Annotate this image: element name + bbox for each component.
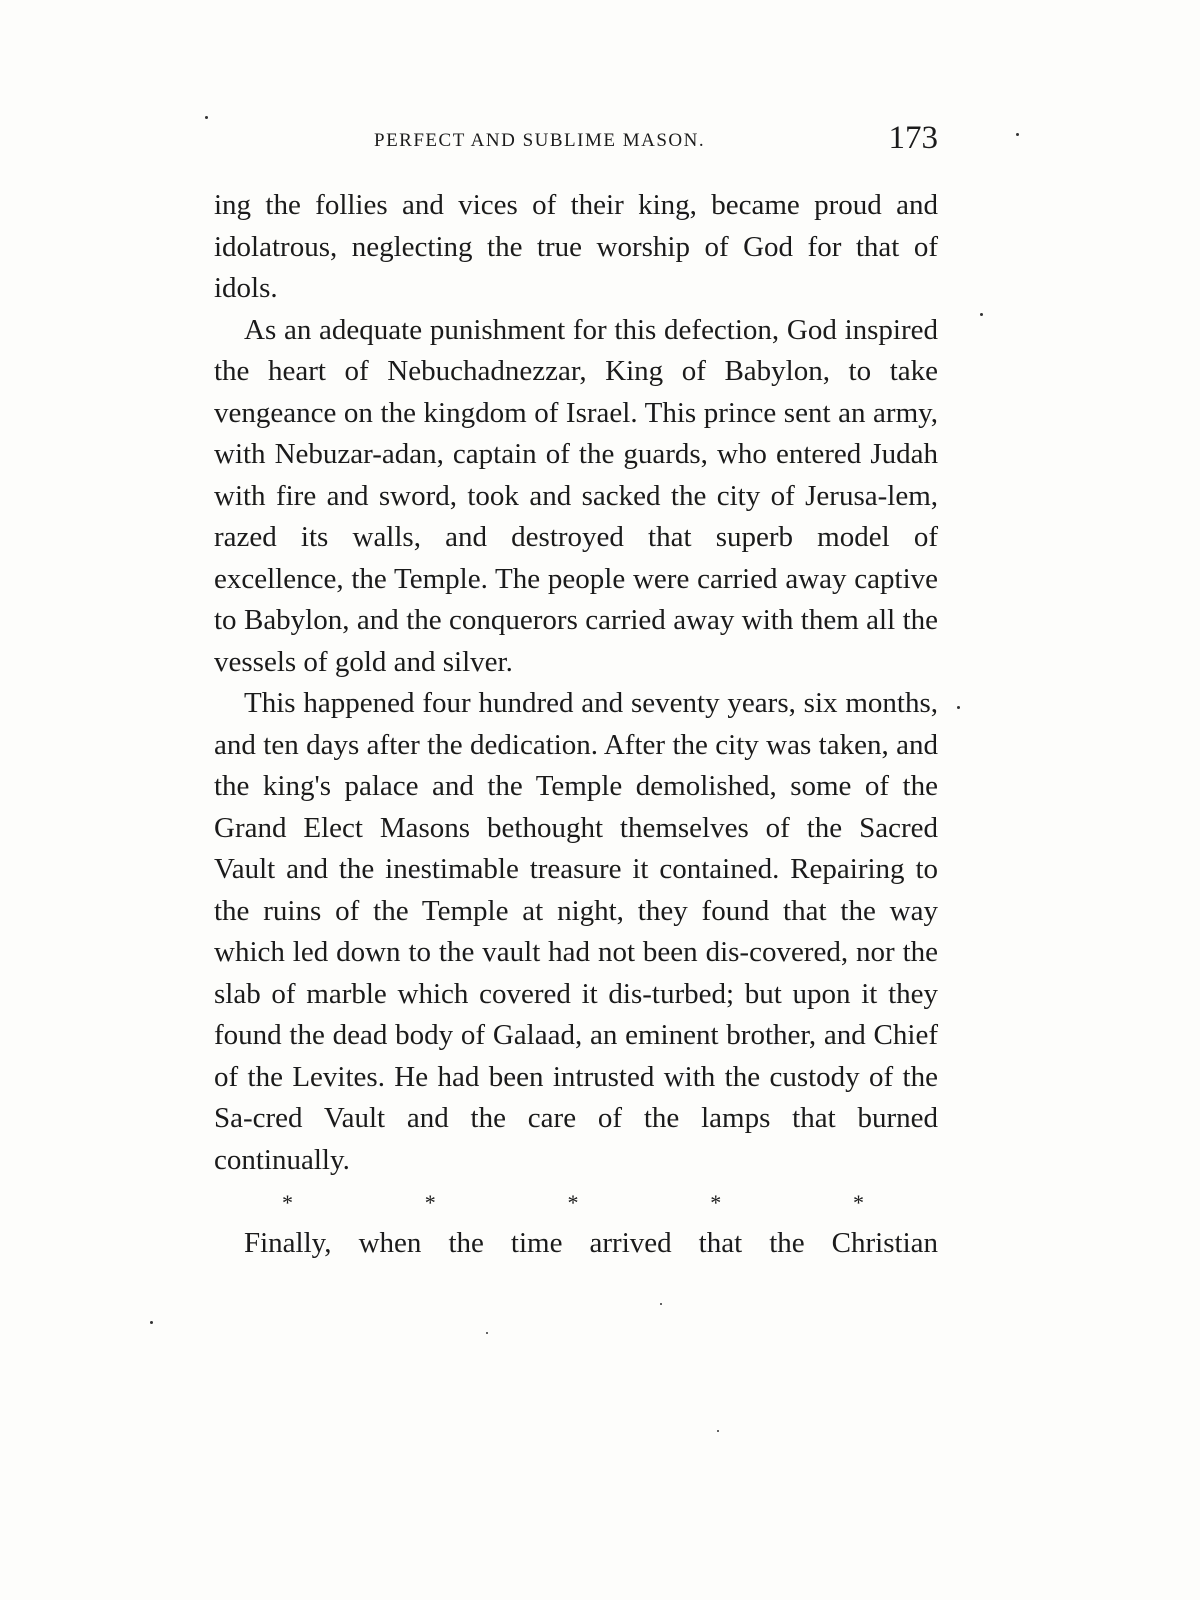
section-break-asterisks <box>214 1183 938 1223</box>
asterisk: * <box>710 1190 722 1215</box>
paragraph-final-line: Finally, when the time arrived that the Christian <box>244 1227 938 1259</box>
asterisk: * <box>282 1190 293 1215</box>
scan-speck <box>957 706 960 709</box>
scan-speck <box>1016 133 1019 136</box>
paragraph-continuation: ing the follies and vices of their king, became proud and idolatrous, neglecting the true worship of God for that of idols. <box>214 189 938 304</box>
scan-speck <box>150 1321 153 1324</box>
scan-speck <box>980 313 983 316</box>
scan-speck <box>205 116 208 119</box>
scan-speck <box>486 1332 488 1334</box>
running-title: PERFECT AND SUBLIME MASON. <box>374 130 706 151</box>
asterisk: * <box>853 1190 864 1215</box>
scan-speck <box>660 1303 662 1305</box>
asterisk: * <box>424 1190 436 1215</box>
paragraph-sacred-vault: This happened four hundred and seventy years, six months, and ten days after the dedication. After the city was taken, and the king's palace and the Temple demolished, some of the Grand Elect Masons bethought themselves of the Sacred Vault and the inestimable treasure it contained. Repairing to the ruins of the Temple at night, they found that the way which led down to the vault had not been dis-covered, nor the slab of marble which covered it dis-turbed; but upon it they found the dead body of Galaad, an eminent brother, and Chief of the Levites. He had been intrusted with the custody of the Sa-cred Vault and the care of the lamps that burned continually. <box>214 687 938 1176</box>
body-text <box>214 185 938 1265</box>
running-head <box>214 118 938 166</box>
paragraph-punishment: As an adequate punishment for this defection, God inspired the heart of Nebuchadnezzar, King of Babylon, to take vengeance on the kingdom of Israel. This prince sent an army, with Nebuzar-adan, captain of the guards, who entered Judah with fire and sword, took and sacked the city of Jerusa-lem, razed its walls, and destroyed that superb model of excellence, the Temple. The people were carried away captive to Babylon, and the conquerors carried away with them all the vessels of gold and silver. <box>214 313 938 678</box>
asterisk: * <box>567 1190 579 1215</box>
page-number: 173 <box>888 120 938 156</box>
scan-speck <box>717 1430 719 1432</box>
